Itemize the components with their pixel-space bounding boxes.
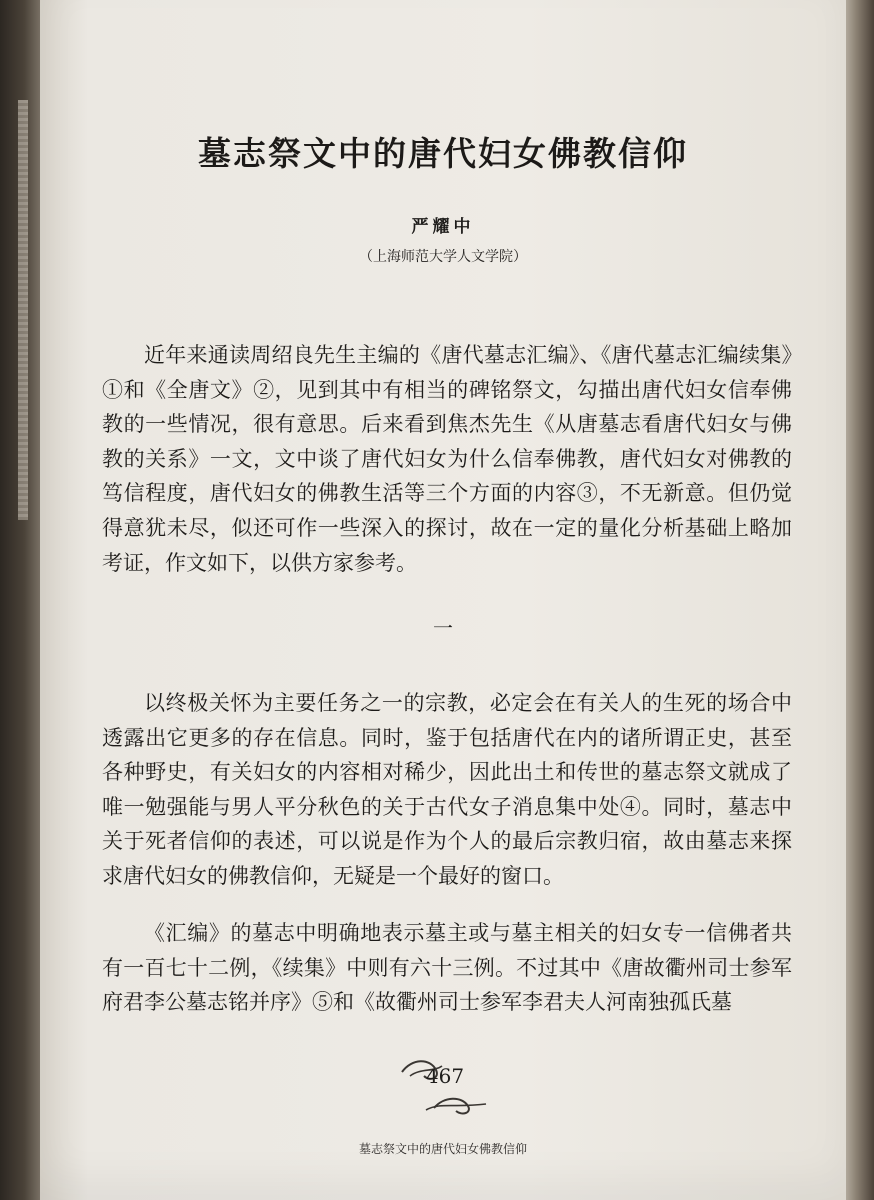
running-footer: 墓志祭文中的唐代妇女佛教信仰: [358, 1142, 527, 1156]
adjacent-page-edge: [18, 100, 28, 520]
paragraph-section1-b: 《汇编》的墓志中明确地表示墓主或与墓主相关的妇女专一信佛者共有一百七十二例，《续集》中则有六十三例。不过其中《唐故衢州司士参军府君李公墓志铭并序》⑤和《故衢州司士参军李君夫人河南独孤氏墓: [102, 921, 792, 1015]
page-number: 467: [425, 1064, 465, 1088]
author-name: 严耀中: [411, 217, 475, 237]
author-affiliation: （上海师范大学人文学院）: [359, 249, 527, 265]
book-page: [40, 0, 846, 1200]
article-title: 墓志祭文中的唐代妇女佛教信仰: [198, 134, 688, 173]
paragraph-intro: 近年来通读周绍良先生主编的《唐代墓志汇编》、《唐代墓志汇编续集》①和《全唐文》②，见到其中有相当的碑铭祭文，勾描出唐代妇女信奉佛教的一些情况，很有意思。后来看到焦杰先生《从唐墓志看唐代妇女与佛教的关系》一文，文中谈了唐代妇女为什么信奉佛教，唐代妇女对佛教的笃信程度，唐代妇女的佛教生活等三个方面的内容③，不无新意。但仍觉得意犹未尽，似还可作一些深入的探讨，故在一定的量化分析基础上略加考证，作文如下，以供方家参考。: [102, 343, 792, 575]
section-marker: 一: [433, 616, 453, 640]
paragraph-section1-a: 以终极关怀为主要任务之一的宗教，必定会在有关人的生死的场合中透露出它更多的存在信息。同时，鉴于包括唐代在内的诸所谓正史，甚至各种野史，有关妇女的内容相对稀少，因此出土和传世的墓志祭文就成了唯一勉强能与男人平分秋色的关于古代女子消息集中处④。同时，墓志中关于死者信仰的表述，可以说是作为个人的最后宗教归宿，故由墓志来探求唐代妇女的佛教信仰，无疑是一个最好的窗口。: [102, 691, 792, 888]
